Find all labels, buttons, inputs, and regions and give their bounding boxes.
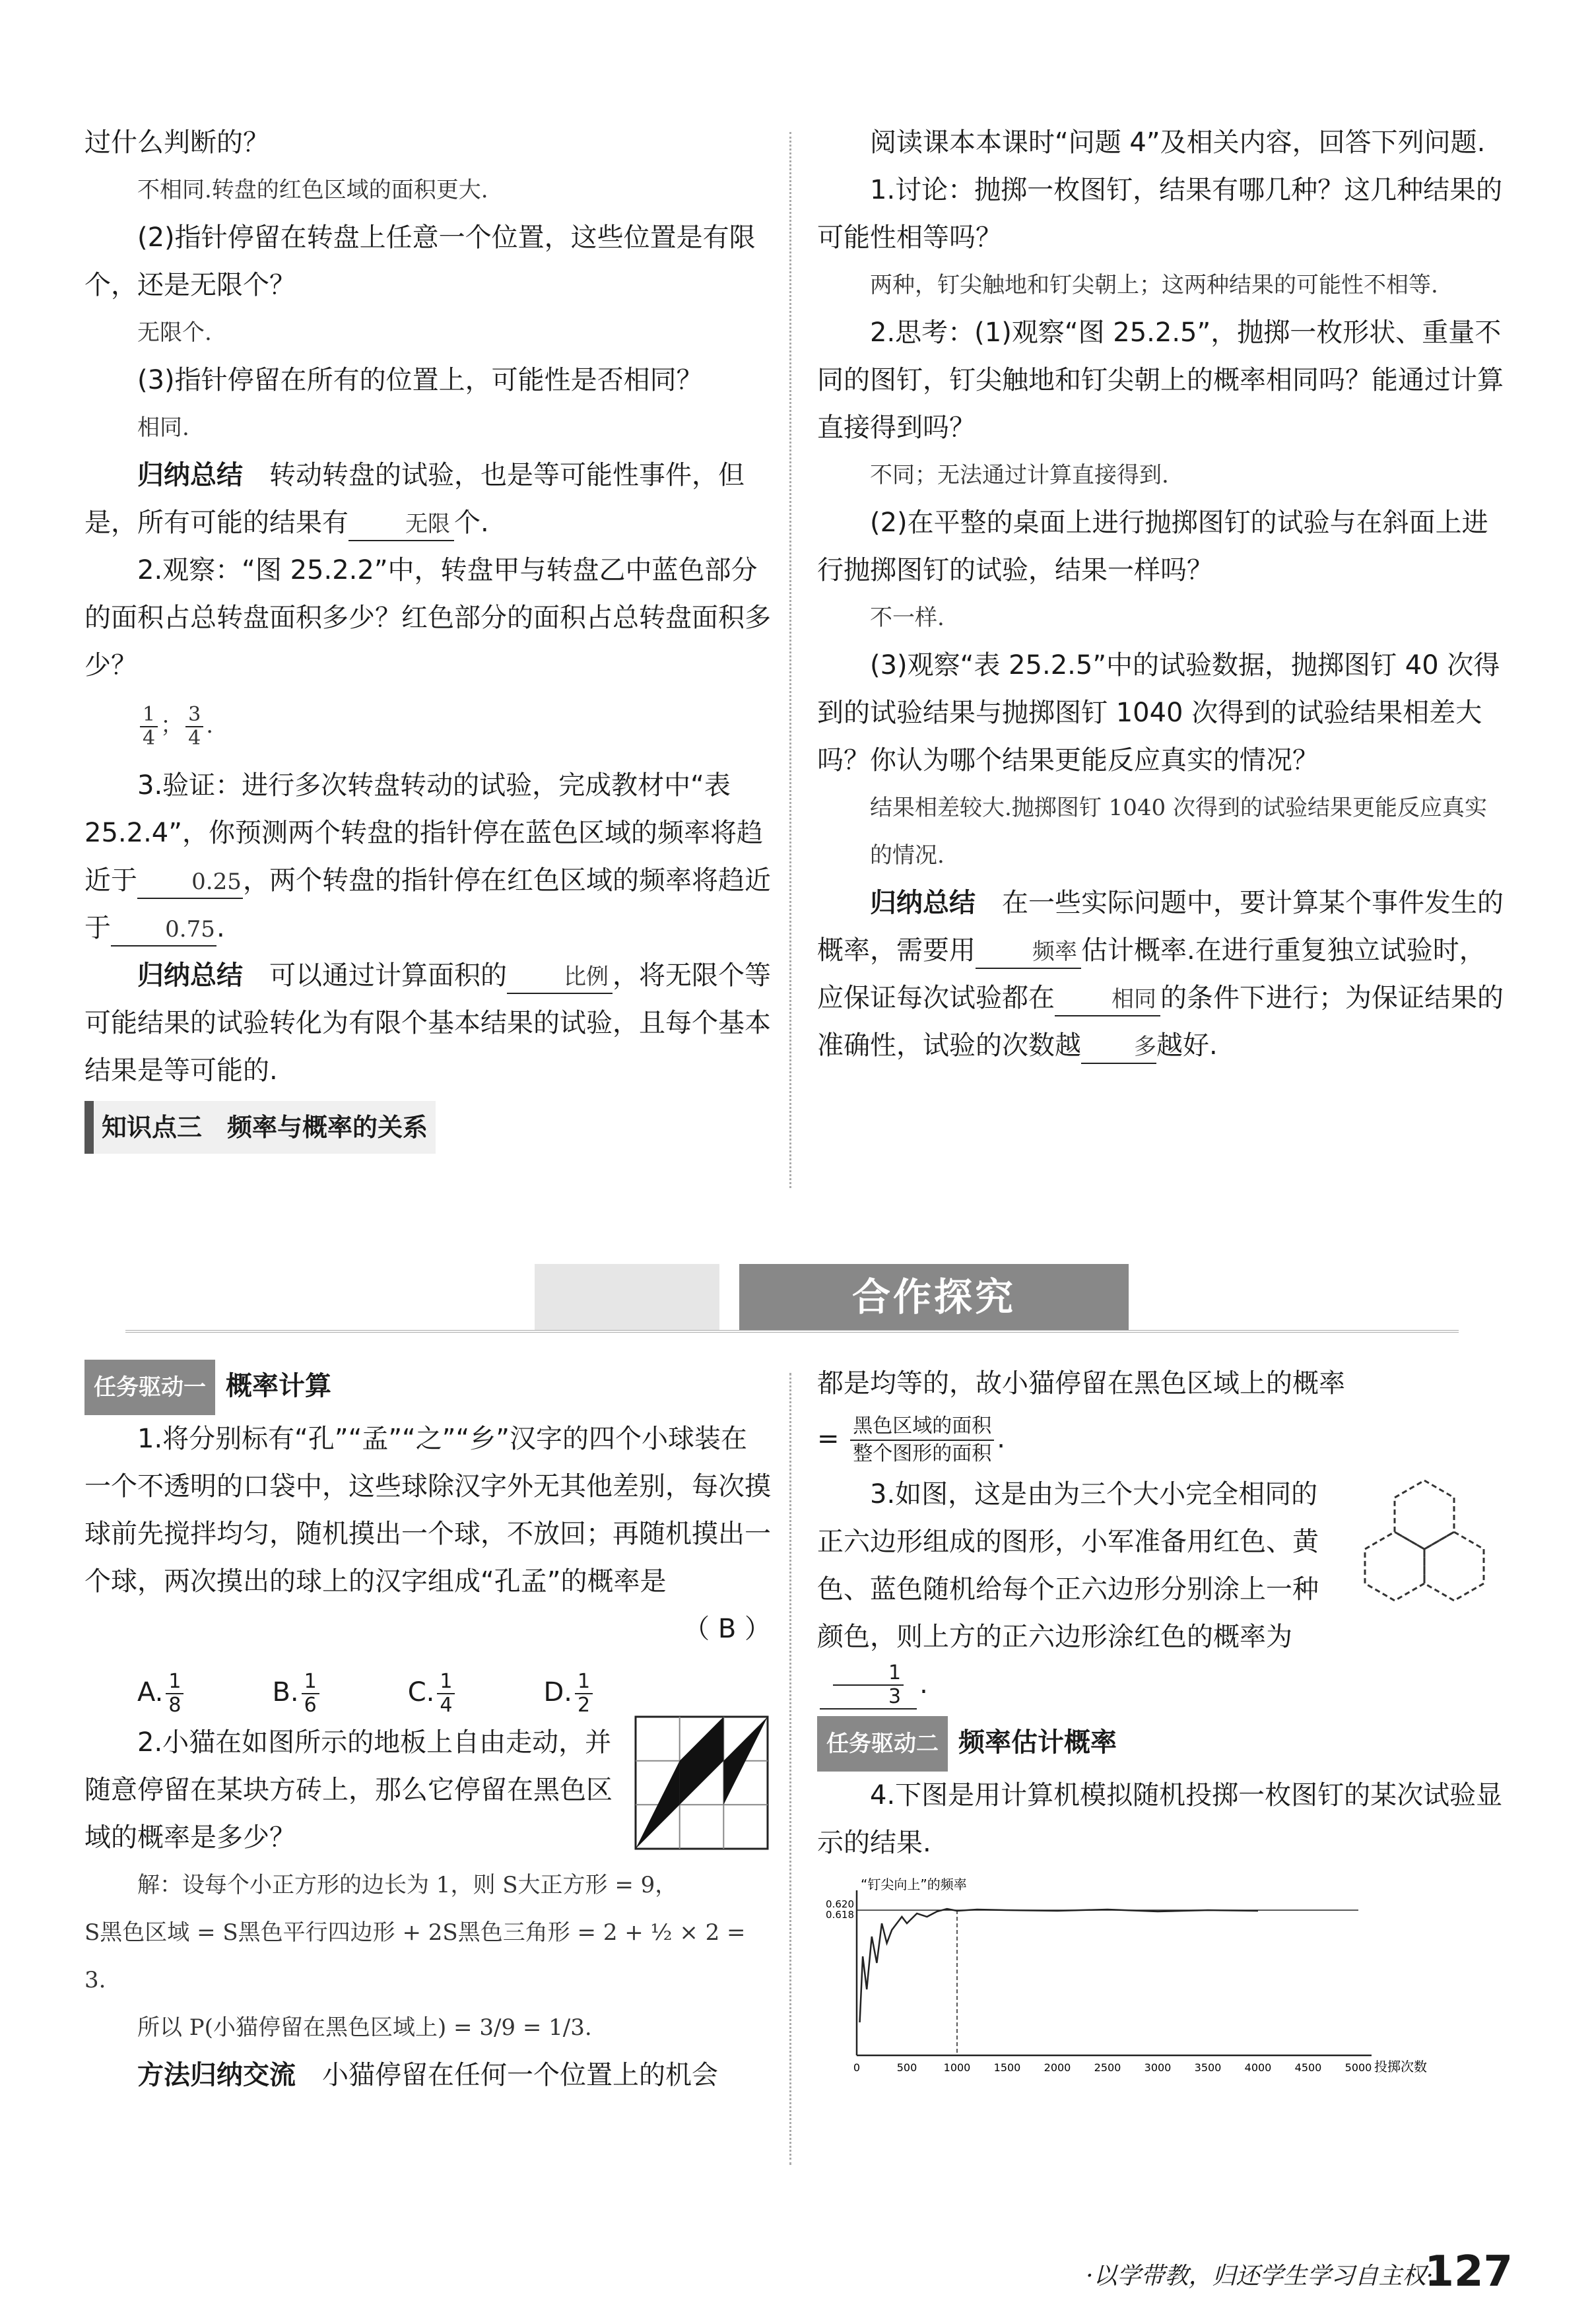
frequency-series-line [860, 1909, 1258, 2022]
answer-fraction: $\frac{1}{3}$ [820, 1662, 917, 1710]
y-tick-label: 0.618 [826, 1909, 854, 1921]
fraction: $\frac{1}{4}$ [140, 704, 158, 750]
solution-line: 所以 P(小猫停留在黑色区域上) = 3/9 = 1/3. [137, 2014, 592, 2041]
question: 4.下图是用计算机模拟随机投掷一枚图钉的某次试验显示的结果. [817, 1780, 1503, 1858]
option-c: C. $\frac{1}{4}$ [408, 1666, 458, 1719]
y-axis-label: “钉尖向上”的频率 [861, 1876, 967, 1892]
fill-blank: 0.25 [137, 866, 243, 899]
hexagon-figure [1352, 1477, 1497, 1622]
question: 3.如图，这是由为三个大小完全相同的正六边形组成的图形，小军准备用红色、黄色、蓝色随机给每个正六边形分别涂上一种颜色，则上方的正六边形涂红色的概率为 $\frac{1}{3}$ . [817, 1479, 1319, 1708]
question-text: ，两个转盘的指针停在红色区域的频率将趋近于 [84, 865, 771, 943]
question-text: 3.验证：进行多次转盘转动的试验，完成教材中“表 25.2.4”，你预测两个转盘的指针停在蓝色区域的频率将趋近于 [84, 770, 763, 896]
x-tick-label: 0 [853, 2061, 861, 2074]
summary [817, 879, 1504, 1069]
answer: 不相同.转盘的红色区域的面积更大. [137, 177, 488, 203]
question: 1.讨论：抛掷一枚图钉，结果有哪几种？这几种结果的可能性相等吗？ [817, 175, 1503, 253]
right-bottom-column [817, 1360, 1504, 2078]
question-text: 3.如图，这是由为三个大小完全相同的正六边形组成的图形，小军准备用红色、黄色、蓝色随机给每个正六边形分别涂上一种颜色，则上方的正六边形涂红色的概率为 [817, 1479, 1319, 1652]
summary-text: 的条件下进行；为保证结果的准确性，试验的次数越 [817, 983, 1504, 1061]
intro: 阅读课本本课时“问题 4”及相关内容，回答下列问题. [870, 127, 1486, 158]
left-bottom-column [84, 1360, 771, 2099]
solution-line: 解：设每个小正方形的边长为 1，则 S大正方形 = 9， [137, 1872, 678, 1898]
x-axis-label: 投掷次数 [1374, 2059, 1427, 2075]
question: (3)观察“表 25.2.5”中的试验数据，抛掷图钉 40 次得到的试验结果与抛掷图钉 1040 次得到的试验结果相差大吗？你认为哪个结果更能反应真实的情况？ [817, 650, 1500, 776]
fill-blank: 相同 [1055, 983, 1160, 1016]
method-text: 小猫停留在任何一个位置上的机会 [322, 2060, 718, 2090]
answer: 无限个. [137, 319, 212, 346]
summary-text: 个. [454, 508, 489, 538]
fill-blank: 比例 [507, 961, 613, 994]
question: 1.将分别标有“孔”“孟”“之”“乡”汉字的四个小球装在一个不透明的口袋中，这些球除汉字外无其他差别，每次摸球前先搅拌均匀，随机摸出一个球，不放回；再随机摸出一个球，两次摸出的球上的汉字组成“孔孟”的概率是 [84, 1424, 771, 1597]
banner-decoration [535, 1264, 719, 1330]
y-tick-label: 0.620 [826, 1898, 854, 1910]
answer: 结果相差较大.抛掷图钉 1040 次得到的试验结果更能反应真实的情况. [870, 795, 1487, 869]
summary-label: 归纳总结 [137, 460, 243, 490]
task-badge: 任务驱动二 [817, 1716, 948, 1772]
banner-title: 合作探究 [739, 1264, 1129, 1330]
equals-sign: = [817, 1424, 840, 1454]
x-tick-label: 3500 [1194, 2061, 1222, 2074]
question: (3)指针停留在所有的位置上，可能性是否相同？ [137, 365, 703, 395]
fill-blank: 多 [1081, 1031, 1156, 1064]
fill-blank: 0.75 [111, 913, 216, 946]
answer: 不一样. [870, 605, 945, 631]
question: 2.观察：“图 25.2.2”中，转盘甲与转盘乙中蓝色部分的面积占总转盘面积多少？红色部分的面积占总转盘面积多少？ [84, 555, 771, 681]
question: (2)指针停留在转盘上任意一个位置，这些位置是有限个，还是无限个？ [84, 222, 756, 300]
right-top-column [817, 119, 1504, 1069]
task-title: 概率计算 [226, 1371, 331, 1401]
x-tick-label: 2000 [1044, 2061, 1071, 2074]
answer-choice: （ B ） [683, 1614, 771, 1644]
area-fraction: $\frac{\text{黑色区域的面积}}{\text{整个图形的面积}}$ [850, 1413, 994, 1467]
column-divider [789, 132, 791, 1188]
x-tick-label: 1500 [993, 2061, 1021, 2074]
task-badge: 任务驱动一 [84, 1360, 215, 1415]
page-number: 127 [1424, 2247, 1513, 2296]
text-line: 都是均等的，故小猫停留在黑色区域上的概率 [817, 1368, 1345, 1399]
section-heading: 知识点三 频率与概率的关系 [84, 1101, 436, 1154]
summary-text: 转动转盘的试验，也是等可能性事件，但是，所有可能的结果有 [84, 460, 745, 538]
left-top-column [84, 119, 771, 1154]
summary [84, 952, 771, 1094]
footer-motto: ·以学带教，归还学生学习自主权· [1086, 2263, 1434, 2290]
fill-blank: 无限 [348, 508, 454, 541]
question: 2.小猫在如图所示的地板上自由走动，并随意停留在某块方砖上，那么它停留在黑色区域的概率是多少？ [84, 1727, 613, 1853]
answer-fractions: $\frac{1}{4}$ ； $\frac{3}{4}$ . [84, 689, 771, 762]
summary-text: 可以通过计算面积的 [269, 960, 507, 991]
answer: 相同. [137, 415, 189, 441]
summary-text: 在一些实际问题中，要计算某个事件发生的概率，需要用 [817, 888, 1504, 966]
floor-tile-figure [634, 1715, 770, 1851]
method-summary [84, 2051, 771, 2099]
x-tick-label: 4000 [1244, 2061, 1272, 2074]
solution-line: S黑色区域 = S黑色平行四边形 + 2S黑色三角形 = 2 + ½ × 2 = 3. [84, 1919, 746, 1993]
summary-text: 越好. [1156, 1030, 1218, 1061]
method-label: 方法归纳交流 [137, 2060, 296, 2090]
x-tick-label: 5000 [1344, 2061, 1372, 2074]
summary-label: 归纳总结 [137, 960, 243, 991]
question [84, 762, 771, 952]
text-line: 过什么判断的？ [84, 127, 269, 158]
question-text: . [216, 913, 225, 943]
x-tick-label: 2500 [1094, 2061, 1121, 2074]
banner-rule [125, 1330, 1459, 1333]
frequency-chart [826, 1876, 1464, 2075]
task-title: 频率估计概率 [958, 1727, 1117, 1758]
section-banner [125, 1257, 1459, 1337]
summary [84, 451, 771, 547]
fraction: $\frac{3}{4}$ [185, 704, 203, 750]
answer: 不同；无法通过计算直接得到. [870, 462, 1169, 488]
column-divider [789, 1373, 791, 2165]
answer: 两种，钉尖触地和钉尖朝上；这两种结果的可能性不相等. [870, 272, 1438, 298]
option-d: D. $\frac{1}{2}$ [543, 1666, 595, 1719]
options [84, 1666, 771, 1719]
summary-label: 归纳总结 [870, 888, 976, 918]
x-tick-label: 500 [896, 2061, 917, 2074]
question: 2.思考：(1)观察“图 25.2.5”，抛掷一枚形状、重量不同的图钉，钉尖触地和钉尖朝上的概率相同吗？能通过计算直接得到吗？ [817, 317, 1504, 443]
option-b: B. $\frac{1}{6}$ [272, 1666, 321, 1719]
question: (2)在平整的桌面上进行抛掷图钉的试验与在斜面上进行抛掷图钉的试验，结果一样吗？ [817, 508, 1488, 585]
x-tick-label: 3000 [1144, 2061, 1172, 2074]
summary-text: 估计概率.在进行重复独立试验时，应保证每次试验都在 [817, 935, 1486, 1013]
summary-text: ，将无限个等可能结果的试验转化为有限个基本结果的试验，且每个基本结果是等可能的. [84, 960, 771, 1086]
x-tick-label: 4500 [1294, 2061, 1322, 2074]
fraction-line: = $\frac{\text{黑色区域的面积}}{\text{整个图形的面积}}$ . [817, 1407, 1504, 1471]
option-a: A. $\frac{1}{8}$ [137, 1666, 186, 1719]
x-tick-label: 1000 [943, 2061, 971, 2074]
fill-blank: 频率 [976, 936, 1081, 969]
